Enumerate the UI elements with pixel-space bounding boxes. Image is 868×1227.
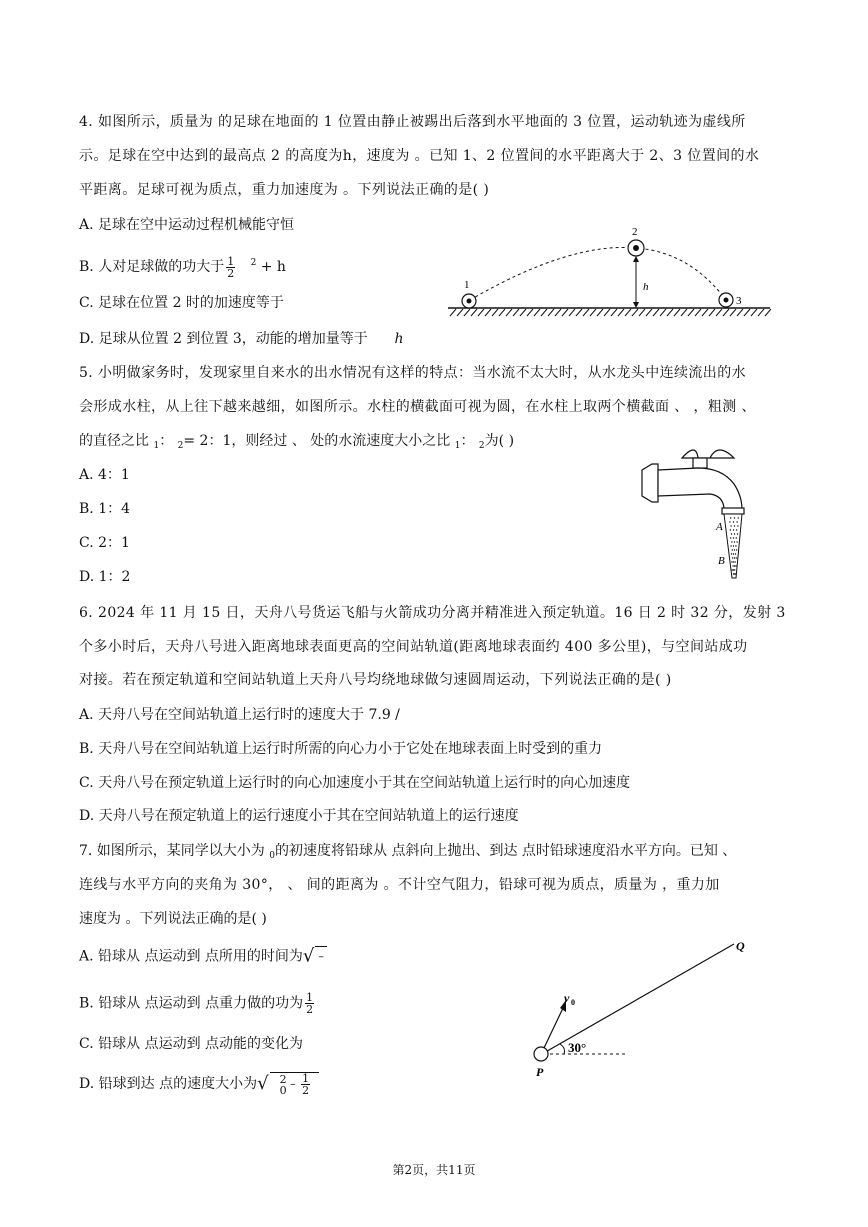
label-v0: v (564, 991, 570, 1005)
water-dot (734, 533, 735, 534)
water-dot (730, 537, 731, 538)
hatch-stroke (520, 309, 526, 316)
water-dot (738, 517, 739, 518)
page-footer: 第2页，共11页 (392, 1163, 476, 1177)
water-dot (733, 521, 734, 522)
subscript: 0 (269, 851, 275, 861)
q5-stem-line2: 会形成水柱，从上往下越来越细，如图所示。水柱的横截面可视为圆，在水柱上取两个横截面 、 ，粗测 、 (79, 399, 756, 415)
hatch-stroke (478, 309, 484, 316)
faucet-outlet (722, 508, 744, 514)
q6-option-d: D. 天舟八号在预定轨道上的运行速度小于其在空间站轨道上的运行速度 (79, 808, 519, 824)
q7-stem-line2: 连线与水平方向的夹角为 30°， 、 间的距离为 。不计空气阻力，铅球可视为质点，质量为 ，重力加 (79, 877, 720, 893)
water-dot (732, 557, 733, 558)
hatch-stroke (569, 309, 575, 316)
water-dot (730, 545, 731, 546)
water-dot (735, 545, 736, 546)
q7-option-a (79, 946, 327, 967)
water-dot (736, 557, 737, 558)
q4-stem-line3: 平距离。足球可视为质点，重力加速度为 。下列说法正确的是( ) (79, 182, 490, 198)
q4-stem-line1: 4. 如图所示，质量为 的足球在地面的 1 位置由静止被踢出后落到水平地面的 3 位置，运动轨迹为虚线所 (79, 114, 746, 130)
water-dot (731, 541, 732, 542)
hatch-stroke (548, 309, 554, 316)
hatch-stroke (611, 309, 617, 316)
frac-den: 2 (306, 1003, 314, 1016)
sqrt-content: – (315, 946, 327, 967)
q4-option-d-h: h (394, 331, 404, 347)
q7-option-d (79, 1072, 319, 1096)
water-dot (733, 545, 734, 546)
water-dot (736, 541, 737, 542)
water-dot (733, 529, 734, 530)
label-v0-sub: 0 (571, 998, 575, 1007)
v0-arrow (544, 1006, 564, 1048)
hatch-stroke (625, 309, 631, 316)
water-dot (732, 569, 733, 570)
water-dot (735, 553, 736, 554)
q5-option-a: A. 4：1 (79, 467, 130, 483)
fraction (301, 1073, 310, 1096)
q7-stem-line3: 速度为 。下列说法正确的是( ) (79, 911, 267, 927)
hatch-stroke (562, 309, 568, 316)
water-dot (737, 525, 738, 526)
hatch-stroke (646, 309, 652, 316)
water-dot (736, 521, 737, 522)
angle-arc (560, 1044, 565, 1054)
sqrt-symbol: √ (257, 1073, 269, 1094)
frac-num: 1 (302, 1072, 310, 1085)
hatch-stroke (702, 309, 708, 316)
water-dot (734, 517, 735, 518)
label-Q: Q (736, 939, 745, 953)
hatch-stroke (471, 309, 477, 316)
subscript: 2 (177, 441, 184, 451)
frac-den: 2 (302, 1084, 310, 1097)
hatch-stroke (583, 309, 589, 316)
ground-hatching (450, 309, 771, 316)
hatch-stroke (541, 309, 547, 316)
water-dot (734, 561, 735, 562)
hatch-stroke (464, 309, 470, 316)
frac-num: 1 (306, 991, 314, 1004)
q5-figure-faucet (638, 440, 758, 582)
hatch-stroke (492, 309, 498, 316)
ball-1-spot (467, 299, 472, 304)
q5-option-c: C. 2：1 (79, 535, 130, 551)
q5-option-b: B. 1：4 (79, 501, 131, 517)
hatch-stroke (688, 309, 694, 316)
water-dot (736, 537, 737, 538)
q5-option-d: D. 1：2 (79, 569, 131, 585)
label-1: 1 (464, 279, 470, 291)
fraction (305, 992, 314, 1015)
faucet-stem (693, 458, 707, 468)
q5-stem-line3 (79, 431, 514, 456)
frac-den: 2 (227, 266, 235, 280)
water-dot (737, 533, 738, 534)
q7-figure-shot-put (520, 930, 760, 1080)
label-2: 2 (632, 226, 638, 238)
q5-stem-part: 为( ) (484, 433, 515, 449)
hatch-stroke (506, 309, 512, 316)
q6-option-a: A. 天舟八号在空间站轨道上运行时的速度大于 7.9 / (79, 707, 400, 723)
sqrt-content (270, 1072, 319, 1096)
q7-stem-part: 7. 如图所示，某同学以大小为 (79, 843, 270, 859)
hatch-stroke (709, 309, 715, 316)
subscript: 2 (478, 441, 485, 451)
water-dot (734, 569, 735, 570)
water-dot (730, 529, 731, 530)
hatch-stroke (597, 309, 603, 316)
hatch-stroke (639, 309, 645, 316)
water-dot (731, 553, 732, 554)
label-3: 3 (736, 295, 742, 307)
hatch-stroke (737, 309, 743, 316)
faucet-handle (682, 450, 734, 458)
water-dot (734, 541, 735, 542)
hatch-stroke (555, 309, 561, 316)
water-dot (731, 533, 732, 534)
trajectory-dashed (470, 247, 726, 300)
water-dot (729, 521, 730, 522)
hatch-stroke (653, 309, 659, 316)
water-dot (736, 549, 737, 550)
hatch-stroke (590, 309, 596, 316)
faucet-nut (642, 464, 658, 502)
q7-stem-line1 (79, 841, 736, 866)
hatch-stroke (667, 309, 673, 316)
label-P: P (536, 1065, 544, 1079)
hatch-stroke (485, 309, 491, 316)
subscript: 1 (454, 441, 461, 451)
q5-stem-line1: 5. 小明做家务时，发现家里自来水的出水情况有这样的特点：当水流不太大时，从水龙头中连续流出的水 (79, 365, 747, 381)
hatch-stroke (674, 309, 680, 316)
q5-stem-part: 的直径之比 (79, 433, 149, 449)
water-dot (734, 565, 735, 566)
hatch-stroke (632, 309, 638, 316)
hatch-stroke (513, 309, 519, 316)
water-dot (733, 537, 734, 538)
q4-figure-football-trajectory (440, 222, 780, 322)
sqrt-symbol: √ (302, 945, 315, 967)
water-dot (735, 565, 736, 566)
water-dot (732, 565, 733, 566)
q7-stem-part: 的初速度将铅球从 点斜向上抛出、到达 点时铅球速度沿水平方向。已知 、 (275, 843, 737, 859)
hatch-stroke (751, 309, 757, 316)
water-dot (731, 561, 732, 562)
hatch-stroke (527, 309, 533, 316)
label-A: A (716, 521, 723, 533)
label-B: B (718, 555, 725, 567)
hatch-stroke (534, 309, 540, 316)
hatch-stroke (681, 309, 687, 316)
q5-stem-part: ： (460, 433, 475, 449)
hatch-stroke (765, 309, 771, 316)
q6-option-c: C. 天舟八号在预定轨道上运行时的向心加速度小于其在空间站轨道上运行时的向心加速度 (79, 775, 631, 791)
water-dot (734, 557, 735, 558)
q7-option-a-text: A. 铅球从 点运动到 点所用的时间为 (79, 948, 303, 965)
water-dot (735, 573, 736, 574)
point-P-ball (534, 1047, 548, 1061)
hatch-stroke (604, 309, 610, 316)
q4-option-b-tail: + h (260, 259, 286, 275)
water-dot (732, 549, 733, 550)
subscript: 1 (153, 441, 160, 451)
water-dot (734, 549, 735, 550)
q4-option-d-text: D. 足球从位置 2 到位置 3，动能的增加量等于 (79, 331, 368, 347)
hatch-stroke (450, 309, 456, 316)
minus-sign: – (290, 1077, 296, 1091)
water-dot (734, 525, 735, 526)
q5-stem-part: = 2：1，则经过 、 处的水流速度大小之比 (183, 433, 451, 449)
frac-num: 1 (227, 254, 235, 268)
hatch-stroke (716, 309, 722, 316)
hatch-stroke (695, 309, 701, 316)
q4-option-b (79, 253, 286, 279)
water-dot (736, 529, 737, 530)
q7-option-b (79, 992, 316, 1015)
hatch-stroke (660, 309, 666, 316)
q4-stem-line2: 示。足球在空中达到的最高点 2 的高度为h，速度为 。已知 1、2 位置间的水平距离大于 2、3 位置间的水 (79, 148, 760, 164)
q7-option-c: C. 铅球从 点运动到 点动能的变化为 (79, 1036, 304, 1052)
fraction (226, 256, 235, 279)
hatch-stroke (457, 309, 463, 316)
subscript: 0 (279, 1083, 287, 1097)
hatch-stroke (730, 309, 736, 316)
q7-option-b-text: B. 铅球从 点运动到 点重力做的功为 (79, 995, 304, 1012)
q4-option-b-text: B. 人对足球做的功大于 (79, 259, 225, 275)
q6-option-b: B. 天舟八号在空间站轨道上运行时所需的向心力小于它处在地球表面上时受到的重力 (79, 741, 603, 757)
water-dot (733, 561, 734, 562)
superscript: 2 (279, 1072, 287, 1086)
q4-option-a: A. 足球在空中运动过程机械能守恒 (79, 217, 295, 233)
q4-option-c: C. 足球在位置 2 时的加速度等于 (79, 295, 284, 311)
q6-stem-line1: 6. 2024 年 11 月 15 日，天舟八号货运飞船与火箭成功分离并精准进入预定轨道。16 日 2 时 32 分，发射 3 (79, 605, 786, 621)
faucet-body (658, 468, 742, 510)
label-angle: 30° (568, 1040, 587, 1055)
superscript: 2 (250, 258, 257, 268)
ball-2-spot (633, 245, 639, 251)
q4-option-d (79, 329, 404, 349)
hatch-stroke (723, 309, 729, 316)
hatch-stroke (618, 309, 624, 316)
ball-3-spot (724, 298, 729, 303)
hatch-stroke (744, 309, 750, 316)
water-dot (733, 569, 734, 570)
q6-stem-line3: 对接。若在预定轨道和空间站轨道上天舟八号均绕地球做匀速圆周运动，下列说法正确的是( ) (79, 672, 672, 688)
hatch-stroke (576, 309, 582, 316)
q7-option-d-text: D. 铅球到达 点的速度大小为 (79, 1076, 258, 1092)
hatch-stroke (758, 309, 764, 316)
water-dot (733, 553, 734, 554)
water-dot (730, 525, 731, 526)
v0-squared (280, 1074, 287, 1096)
water-dot (730, 517, 731, 518)
q5-stem-part: ： (159, 433, 174, 449)
q6-stem-line2: 个多小时后，天舟八号进入距离地球表面更高的空间站轨道(距离地球表面约 400 多公里)，与空间站成功 (79, 639, 748, 655)
label-h: h (643, 281, 649, 293)
hatch-stroke (499, 309, 505, 316)
